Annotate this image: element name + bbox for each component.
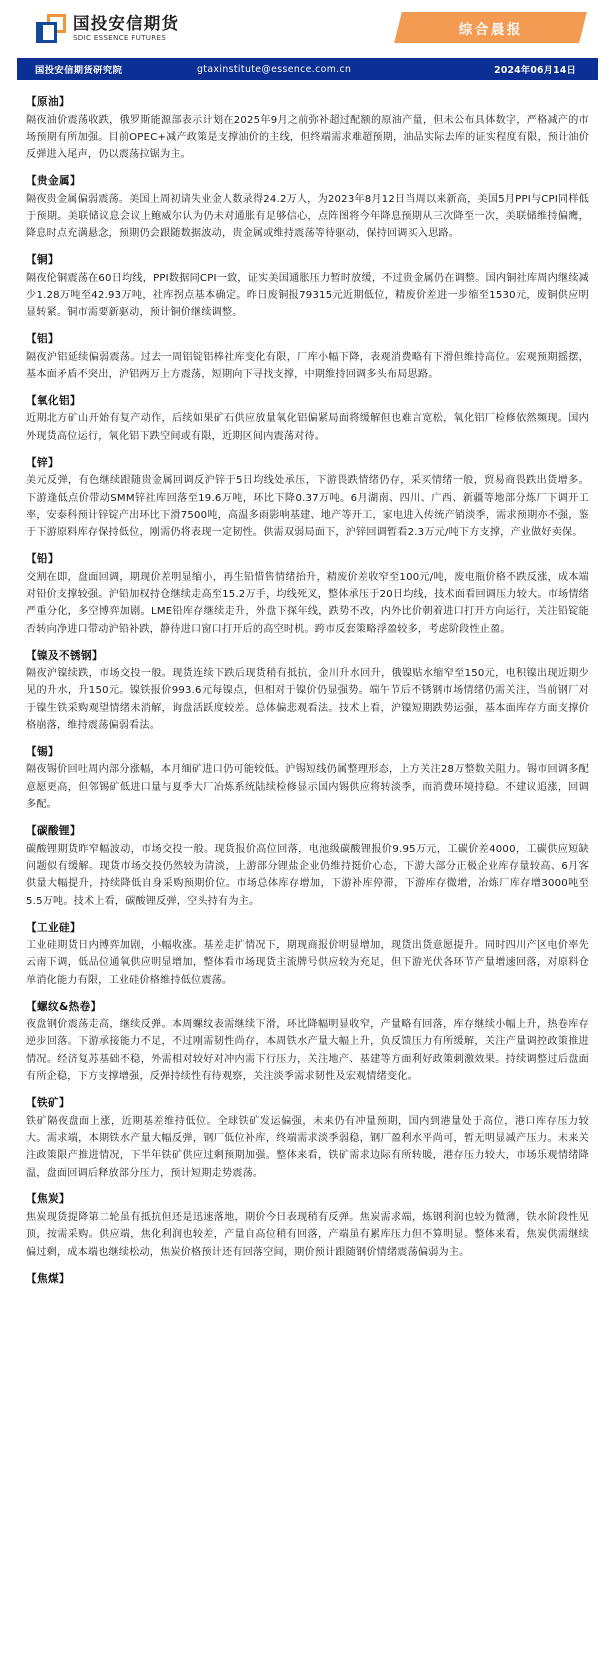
logo-wordmark bbox=[73, 13, 180, 43]
commodity-section-body: 隔夜油价震荡收跌，俄罗斯能源部表示计划在2025年9月之前弥补超过配额的原油产量，但未公布具体数字，严格减产的市场预期有所加强。目前OPEC+减产政策是支撑油价的主线，但终端需求难超预期，油品实际去库的证实程度有限，预计油价反弹进入尾声，仍以震荡拉锯为主。 bbox=[26, 114, 590, 161]
institute-name: 国投安信期货研究院 bbox=[35, 65, 123, 76]
commodity-section bbox=[26, 999, 589, 1086]
commodity-section-body: 交割在即，盘面回调，期现价差明显缩小，再生铅惜售情绪抬升，精废价差收窄至100元/吨，废电瓶价格不跌反涨，成本端对铅价支撑较强。沪铅加权持仓继续走高至15.2万手，均线死叉，整体承压于20日均线，技术面看回调压力较大。市场情绪严重分化，多空博弈加剧。LME铅库存继续走升，外盘下探年线，跌势不改，内外比价朝着进口打开方向运行，关注铅锭能否转向净进口带动沪铅补跌，静待进口窗口打开后的高空时机。跨市反套策略浮盈较多，考虑阶段性止盈。 bbox=[26, 571, 589, 635]
commodity-section bbox=[26, 455, 589, 542]
logo-name-cn: 国投安信期货 bbox=[73, 13, 180, 33]
commodity-section-body: 工业硅期货日内博弈加剧，小幅收涨。基差走扩情况下，期现商报价明显增加，现货出货意愿提升。同时四川产区电价率先云南下调，低品位通氧供应明显增加，整体看市场现货主流牌号供应较为充足，但下游光伏各环节产量增速回落，对原料仓单消化能力有限，工业硅价格维持低位震荡。 bbox=[26, 940, 589, 986]
commodity-section bbox=[26, 920, 589, 990]
commodity-section-body: 隔夜沪镍续跌，市场交投一般。现货连续下跌后现货稍有抵抗，金川升水回升，俄镍贴水缩窄至150元，电积镍出现近期少见的升水，升150元。镍铁报价993.6元每镍点，但相对于镍价仍显强势。端午节后不锈钢市场情绪仍需关注，当前钢厂对于镍生铁采购观望情绪未消解，询盘活跃度较差。总体偏悲观看法。技术上看，沪镍短期跌势运强，基本面库存方面支撑价格崩落，维持震荡偏弱看法。 bbox=[26, 668, 589, 732]
commodity-section-body: 近期北方矿山开始有复产动作，后续如果矿石供应放量氧化铝偏紧局面将缓解但也难言宽松，氧化铝厂检修依然频现。国内外现货高位运行，氧化铝下跌空间或有限，近期区间内震荡对待。 bbox=[26, 413, 589, 442]
logo-name-en: SDIC ESSENCE FUTURES bbox=[73, 33, 167, 43]
commodity-section-title: 【焦炭】 bbox=[26, 1193, 70, 1206]
report-body bbox=[0, 80, 615, 1286]
commodity-section bbox=[26, 173, 589, 243]
commodity-section bbox=[26, 393, 589, 445]
contact-email: gtaxinstitute@essence.com.cn bbox=[197, 63, 352, 75]
commodity-section bbox=[26, 252, 589, 322]
commodity-section-title: 【贵金属】 bbox=[26, 175, 81, 188]
commodity-section bbox=[26, 648, 589, 735]
sdic-logo-icon bbox=[36, 14, 66, 43]
commodity-section bbox=[26, 1271, 589, 1286]
commodity-section-body: 碳酸锂期货昨窄幅波动，市场交投一般。现货报价高位回落，电池级碳酸锂报价9.95万元，工碳价差4000，工碳供应短缺问题似有缓解。现货市场交投仍然较为清淡，上游部分锂盐企业仍维持挺价心态，下游大部分正极企业库存量较高、6月客供量大幅提升，持续降低自身采购预期价位。市场总体库存增加，下游补库停滞，下游库存微增，冶炼厂库存增3000吨至5.5万吨。技术上看，碳酸锂反弹，空头持有为主。 bbox=[26, 843, 589, 907]
commodity-section-title: 【碳酸锂】 bbox=[26, 825, 81, 838]
commodity-section-body: 美元反弹，有色继续跟随贵金属回调反沪锌于5日均线处承压，下游畏跌情绪仍存，采买情绪一般，贸易商畏跌出货增多。下游逢低点价带动SMM锌社库回落至19.6万吨，环比下降0.37万吨。6月湖南、四川、广西、新疆等地部分炼厂下调开工率，安泰科预计锌锭产出环比下滑7500吨，高温多雨影响基建、地产等开工，家电进入传统产销淡季，需求预期亦不强，鉴于下游原料库存保持低位，刚需仍将表现一定韧性。供需双弱局面下，沪锌回调暂看2.3万元/吨下方支撑，产业做好卖保。 bbox=[26, 475, 589, 539]
commodity-section-title: 【原油】 bbox=[26, 96, 70, 108]
contact-info-bar bbox=[17, 58, 598, 80]
commodity-section bbox=[26, 744, 589, 814]
commodity-section bbox=[26, 94, 589, 164]
commodity-section bbox=[26, 823, 589, 910]
commodity-section-title: 【螺纹&热卷】 bbox=[26, 1000, 102, 1013]
commodity-section-body: 隔夜锡价回吐周内部分涨幅，本月缅矿进口仍可能较低。沪锡短线仍属整理形态，上方关注28万整数关阻力。锡市回调多配意愿更高，但邻锡矿低进口量与夏季大厂冶炼系统陆续检修显示国内锡供应将转淡季，而消费环境持稳。不建议追涨，回调多配。 bbox=[26, 764, 589, 811]
commodity-section-title: 【锌】 bbox=[26, 456, 59, 469]
commodity-section-title: 【铁矿】 bbox=[26, 1097, 70, 1110]
commodity-section-body: 隔夜伦铜震荡在60日均线，PPI数据同CPI一致，证实美国通胀压力暂时放缓，不过贵金属仍在调整。国内铜社库周内继续减少1.28万吨至42.93万吨，社库拐点基本确定。昨日废铜报79315元近期低位，精废价差进一步缩至1530元，废铜供应明显转紧。铜市需要新驱动，预计铜价继续调整。 bbox=[26, 272, 589, 319]
commodity-section-title: 【铜】 bbox=[26, 254, 59, 267]
commodity-section bbox=[26, 331, 589, 383]
commodity-section bbox=[26, 1191, 589, 1261]
commodity-section-body: 隔夜沪铝延续偏弱震荡。过去一周铝锭铝棒社库变化有限，厂库小幅下降，表观消费略有下滑但维持高位。宏观预期摇摆，基本面矛盾不突出，沪铝两万上方震荡，短期向下寻找支撑，中期维持回调多头布局思路。 bbox=[26, 351, 589, 381]
commodity-section-body: 铁矿隔夜盘面上涨，近期基差维持低位。全球铁矿发运偏强，未来仍有冲量预期，国内到港量处于高位，港口库存压力较大。需求端，本期铁水产量大幅反弹，钢厂低位补库，终端需求淡季弱稳，钢厂盈利水平尚可，暂无明显减产压力。未来关注政策限产推进情况，下半年铁矿供应过剩预期加强。整体来看，铁矿需求边际有所转暖，港存压力较大，市场乐观情绪降温，盘面回调后释放部分压力，预计短期走势震荡。 bbox=[26, 1115, 589, 1179]
commodity-section-body: 夜盘钢价震荡走高，继续反弹。本周螺纹表需继续下滑，环比降幅明显收窄，产量略有回落，库存继续小幅上升，热卷库存逆步回落。下游承接能力不足，不过刚需韧性尚存，本周铁水产量大幅上升，负反馈压力有所缓解，关注产量调控政策推进情况。经济复苏基础不稳，外需相对较好对冲内需下行压力，关注地产、基建等方面利好政策刺激效果。持续调整过后盘面有所企稳，下方支撑增强，反弹持续性有待观察，关注淡季需求韧性及宏观情绪变化。 bbox=[26, 1019, 589, 1083]
report-type-banner bbox=[394, 12, 587, 43]
commodity-section bbox=[26, 1095, 589, 1182]
company-logo bbox=[36, 14, 179, 43]
commodity-section bbox=[26, 551, 589, 638]
commodity-section-title: 【锡】 bbox=[26, 745, 59, 758]
commodity-section-title: 【焦煤】 bbox=[26, 1272, 70, 1285]
commodity-section-title: 【铅】 bbox=[26, 553, 59, 566]
report-type-label: 综合晨报 bbox=[458, 21, 523, 38]
commodity-section-title: 【铝】 bbox=[26, 333, 59, 346]
commodity-section-body: 隔夜贵金属偏弱震荡。美国上周初请失业金人数录得24.2万人，为2023年8月12日当周以来新高，美国5月PPI与CPI同样低于预期。美联储议息会议上鲍威尔认为仍未对通胀有足够信心，点阵图将今年降息预期从三次降至一次，美联储维持偏鹰，降息时点充满悬念，预期仍会跟随数据波动，贵金属或维持震荡等待驱动，保持回调买入思路。 bbox=[26, 193, 589, 240]
commodity-section-title: 【工业硅】 bbox=[26, 921, 81, 934]
commodity-section-body: 焦炭现货提降第二轮虽有抵抗但还是迅速落地，期价今日表现稍有反弹。焦炭需求端，炼钢利润也较为微薄，铁水阶段性见顶，按需采购。供应端，焦化利润也较差，产量自高位稍有回落，产端虽有累库压力但不算明显。整体来看，焦炭供需继续偏过剩，成本端也继续松动，焦炭价格预计还有回落空间，期价预计跟随钢价情绪震荡偏弱为主。 bbox=[26, 1211, 589, 1258]
report-date: 2024年06月14日 bbox=[494, 65, 576, 76]
page-header bbox=[0, 0, 615, 56]
commodity-section-title: 【镍及不锈钢】 bbox=[26, 649, 103, 662]
logo-blue-square bbox=[36, 22, 57, 43]
commodity-section-title: 【氧化铝】 bbox=[26, 394, 81, 407]
